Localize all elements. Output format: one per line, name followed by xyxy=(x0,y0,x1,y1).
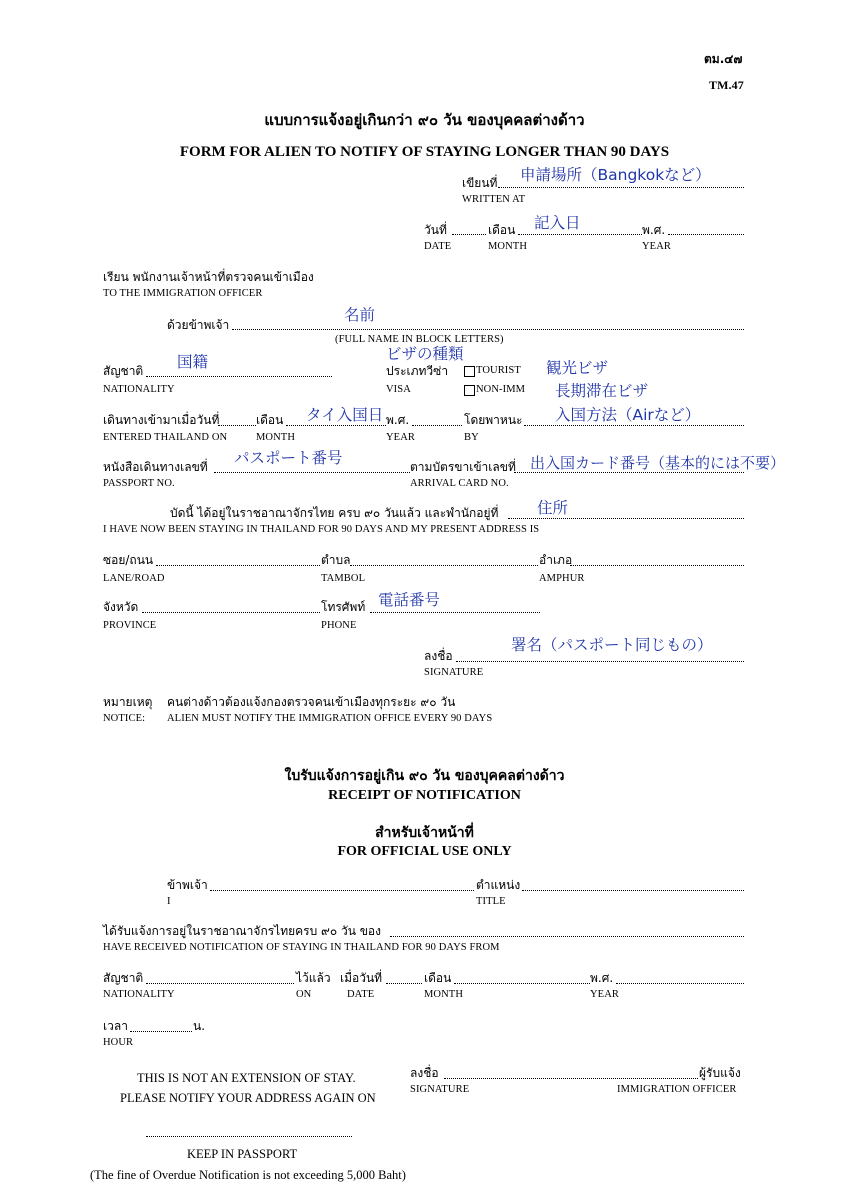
receipt-title-thai: ใบรับแจ้งการอยู่เกิน ๙๐ วัน ของบุคคลต่างด้าว xyxy=(284,768,565,784)
hour-label-english: HOUR xyxy=(103,1037,134,1048)
nationality-label-thai: สัญชาติ xyxy=(103,364,144,378)
notice-label-thai: หมายเหตุ xyxy=(103,695,153,709)
time-unit-thai: น. xyxy=(193,1019,206,1033)
keep-in-passport-text: KEEP IN PASSPORT xyxy=(187,1147,298,1161)
province-field[interactable] xyxy=(142,612,320,613)
receipt-signature-english: SIGNATURE xyxy=(410,1084,470,1095)
phone-label-english: PHONE xyxy=(321,620,357,631)
form-title-english: FORM FOR ALIEN TO NOTIFY OF STAYING LONGER THAN 90 DAYS xyxy=(179,144,670,160)
receiver-label-thai: ผู้รับแจ้ง xyxy=(699,1066,741,1080)
province-label-english: PROVINCE xyxy=(103,620,157,631)
entered-date-field[interactable] xyxy=(218,425,256,426)
annotation-signature: 署名（パスポート同じもの） xyxy=(511,636,713,654)
annotation-long-stay-visa: 長期滞在ビザ xyxy=(555,382,649,400)
receipt-date-thai: เมื่อวันที่ xyxy=(340,971,383,985)
notify-again-text: PLEASE NOTIFY YOUR ADDRESS AGAIN ON xyxy=(120,1091,376,1105)
year-label-english: YEAR xyxy=(642,241,671,252)
receipt-i-label-thai: ข้าพเจ้า xyxy=(167,878,208,892)
annotation-phone: 電話番号 xyxy=(378,591,441,609)
form-code-english: TM.47 xyxy=(709,78,744,92)
annotation-visa-type: ビザの種類 xyxy=(386,345,464,363)
receipt-title-label-thai: ตำแหน่ง xyxy=(476,878,521,892)
annotation-written-at: 申請場所（Bangkokなど） xyxy=(520,166,711,184)
immigration-officer-label: IMMIGRATION OFFICER xyxy=(617,1084,737,1095)
staying-statement-english: I HAVE NOW BEEN STAYING IN THAILAND FOR 90 DAYS AND MY PRESENT ADDRESS IS xyxy=(103,524,540,535)
by-label-thai: โดยพาหนะ xyxy=(464,413,523,427)
non-imm-checkbox[interactable] xyxy=(464,385,475,396)
notice-text-thai: คนต่างด้าวต้องแจ้งกองตรวจคนเข้าเมืองทุกระยะ ๙๐ วัน xyxy=(167,695,456,709)
fine-notice-text: (The fine of Overdue Notification is not exceeding 5,000 Baht) xyxy=(90,1168,406,1182)
amphur-label-english: AMPHUR xyxy=(539,573,585,584)
tambol-field[interactable] xyxy=(350,565,538,566)
by-vehicle-field[interactable] xyxy=(524,425,744,426)
month-label-english: MONTH xyxy=(488,241,527,252)
arrival-card-label-thai: ตามบัตรขาเข้าเลขที่ xyxy=(410,460,516,474)
tambol-label-thai: ตำบล xyxy=(321,553,351,567)
official-use-thai: สำหรับเจ้าหน้าที่ xyxy=(375,825,474,841)
arrival-card-label-english: ARRIVAL CARD NO. xyxy=(410,478,509,489)
name-label-english: (FULL NAME IN BLOCK LETTERS) xyxy=(335,334,504,345)
signature-field[interactable] xyxy=(456,661,744,662)
year-field[interactable] xyxy=(668,234,744,235)
notice-label-english: NOTICE: xyxy=(103,713,146,724)
month-label-thai: เดือน xyxy=(488,223,516,237)
tourist-option-label: TOURIST xyxy=(476,365,521,376)
annotation-nationality: 国籍 xyxy=(177,353,209,371)
address-field[interactable] xyxy=(508,518,744,519)
entered-month-label-thai: เดือน xyxy=(256,413,284,427)
receipt-nationality-english: NATIONALITY xyxy=(103,989,175,1000)
staying-statement-thai: บัดนี้ ได้อยู่ในราชอาณาจักรไทย ครบ ๙๐ วันแล้ว และพำนักอยู่ที่ xyxy=(170,506,499,520)
form-title-thai: แบบการแจ้งอยู่เกินกว่า ๙๐ วัน ของบุคคลต่างด้าว xyxy=(264,111,585,129)
visa-label-thai: ประเภทวีซ่า xyxy=(386,364,449,378)
date-label-thai: วันที่ xyxy=(424,223,447,237)
entered-label-english: ENTERED THAILAND ON xyxy=(103,432,228,443)
receipt-date-english: DATE xyxy=(347,989,375,1000)
phone-label-thai: โทรศัพท์ xyxy=(321,600,366,614)
next-notify-date-field[interactable] xyxy=(146,1136,352,1137)
passport-label-english: PASSPORT NO. xyxy=(103,478,175,489)
form-code-thai: ตม.๔๗ xyxy=(704,52,743,66)
by-label-english: BY xyxy=(464,432,479,443)
annotation-name: 名前 xyxy=(344,306,376,324)
receipt-nationality-field[interactable] xyxy=(146,983,294,984)
receipt-on-thai: ไว้แล้ว xyxy=(296,971,331,985)
officer-name-field[interactable] xyxy=(210,890,474,891)
lane-field[interactable] xyxy=(156,565,320,566)
entered-year-label-english: YEAR xyxy=(386,432,415,443)
date-label-english: DATE xyxy=(424,241,452,252)
receipt-date-field[interactable] xyxy=(386,983,422,984)
officer-title-field[interactable] xyxy=(522,890,744,891)
full-name-field[interactable] xyxy=(232,329,744,330)
receipt-month-thai: เดือน xyxy=(424,971,452,985)
passport-label-thai: หนังสือเดินทางเลขที่ xyxy=(103,460,208,474)
name-label-thai: ด้วยข้าพเจ้า xyxy=(167,318,230,332)
annotation-date: 記入日 xyxy=(534,214,581,232)
to-officer-english: TO THE IMMIGRATION OFFICER xyxy=(103,288,263,299)
receipt-month-english: MONTH xyxy=(424,989,463,1000)
written-at-label-thai: เขียนที่ xyxy=(462,176,498,190)
year-label-thai: พ.ศ. xyxy=(642,223,666,237)
lane-label-thai: ซอย/ถนน xyxy=(103,553,154,567)
received-from-field[interactable] xyxy=(390,936,744,937)
receipt-year-field[interactable] xyxy=(616,983,744,984)
entered-month-label-english: MONTH xyxy=(256,432,295,443)
official-use-english: FOR OFFICIAL USE ONLY xyxy=(337,844,512,859)
received-label-english: HAVE RECEIVED NOTIFICATION OF STAYING IN THAILAND FOR 90 DAYS FROM xyxy=(103,942,500,953)
lane-label-english: LANE/ROAD xyxy=(103,573,165,584)
non-imm-option-label: NON-IMM xyxy=(476,384,526,395)
time-label-thai: เวลา xyxy=(103,1019,128,1033)
annotation-entry-method: 入国方法（Airなど） xyxy=(555,406,701,424)
entered-year-label-thai: พ.ศ. xyxy=(386,413,410,427)
entered-month-field[interactable] xyxy=(286,425,386,426)
not-extension-text: THIS IS NOT AN EXTENSION OF STAY. xyxy=(137,1071,356,1085)
passport-number-field[interactable] xyxy=(214,472,410,473)
notice-text-english: ALIEN MUST NOTIFY THE IMMIGRATION OFFICE EVERY 90 DAYS xyxy=(167,713,493,724)
entered-year-field[interactable] xyxy=(412,425,462,426)
annotation-tourist-visa: 観光ビザ xyxy=(546,359,609,377)
written-at-field[interactable] xyxy=(498,187,744,188)
annotation-passport-number: パスポート番号 xyxy=(234,449,343,467)
receipt-nationality-thai: สัญชาติ xyxy=(103,971,144,985)
receipt-signature-field[interactable] xyxy=(444,1078,698,1079)
province-label-thai: จังหวัด xyxy=(103,600,139,614)
received-label-thai: ได้รับแจ้งการอยู่ในราชอาณาจักรไทยครบ ๙๐ วัน ของ xyxy=(103,924,381,938)
phone-field[interactable] xyxy=(370,612,540,613)
receipt-on-english: ON xyxy=(296,989,312,1000)
nationality-field[interactable] xyxy=(146,376,332,377)
annotation-arrival-card: 出入国カード番号（基本的には不要） xyxy=(530,454,786,472)
written-at-label-english: WRITTEN AT xyxy=(462,194,526,205)
date-field[interactable] xyxy=(452,234,486,235)
receipt-year-english: YEAR xyxy=(590,989,619,1000)
amphur-field[interactable] xyxy=(570,565,744,566)
nationality-label-english: NATIONALITY xyxy=(103,384,175,395)
signature-label-thai: ลงชื่อ xyxy=(424,649,453,663)
receipt-month-field[interactable] xyxy=(454,983,590,984)
amphur-label-thai: อำเภอ xyxy=(539,553,573,567)
entered-label-thai: เดินทางเข้ามาเมื่อวันที่ xyxy=(103,413,220,427)
month-field[interactable] xyxy=(518,234,642,235)
time-field[interactable] xyxy=(130,1031,192,1032)
tambol-label-english: TAMBOL xyxy=(321,573,366,584)
to-officer-thai: เรียน พนักงานเจ้าหน้าที่ตรวจคนเข้าเมือง xyxy=(103,270,314,284)
visa-label-english: VISA xyxy=(386,384,411,395)
receipt-signature-thai: ลงชื่อ xyxy=(410,1066,439,1080)
receipt-year-thai: พ.ศ. xyxy=(590,971,614,985)
tourist-checkbox[interactable] xyxy=(464,366,475,377)
annotation-entry-date: タイ入国日 xyxy=(306,406,384,424)
receipt-title-label-english: TITLE xyxy=(476,896,506,907)
receipt-i-label-english: I xyxy=(167,896,171,907)
signature-label-english: SIGNATURE xyxy=(424,667,484,678)
receipt-title-english: RECEIPT OF NOTIFICATION xyxy=(328,788,521,803)
annotation-address: 住所 xyxy=(537,499,569,517)
